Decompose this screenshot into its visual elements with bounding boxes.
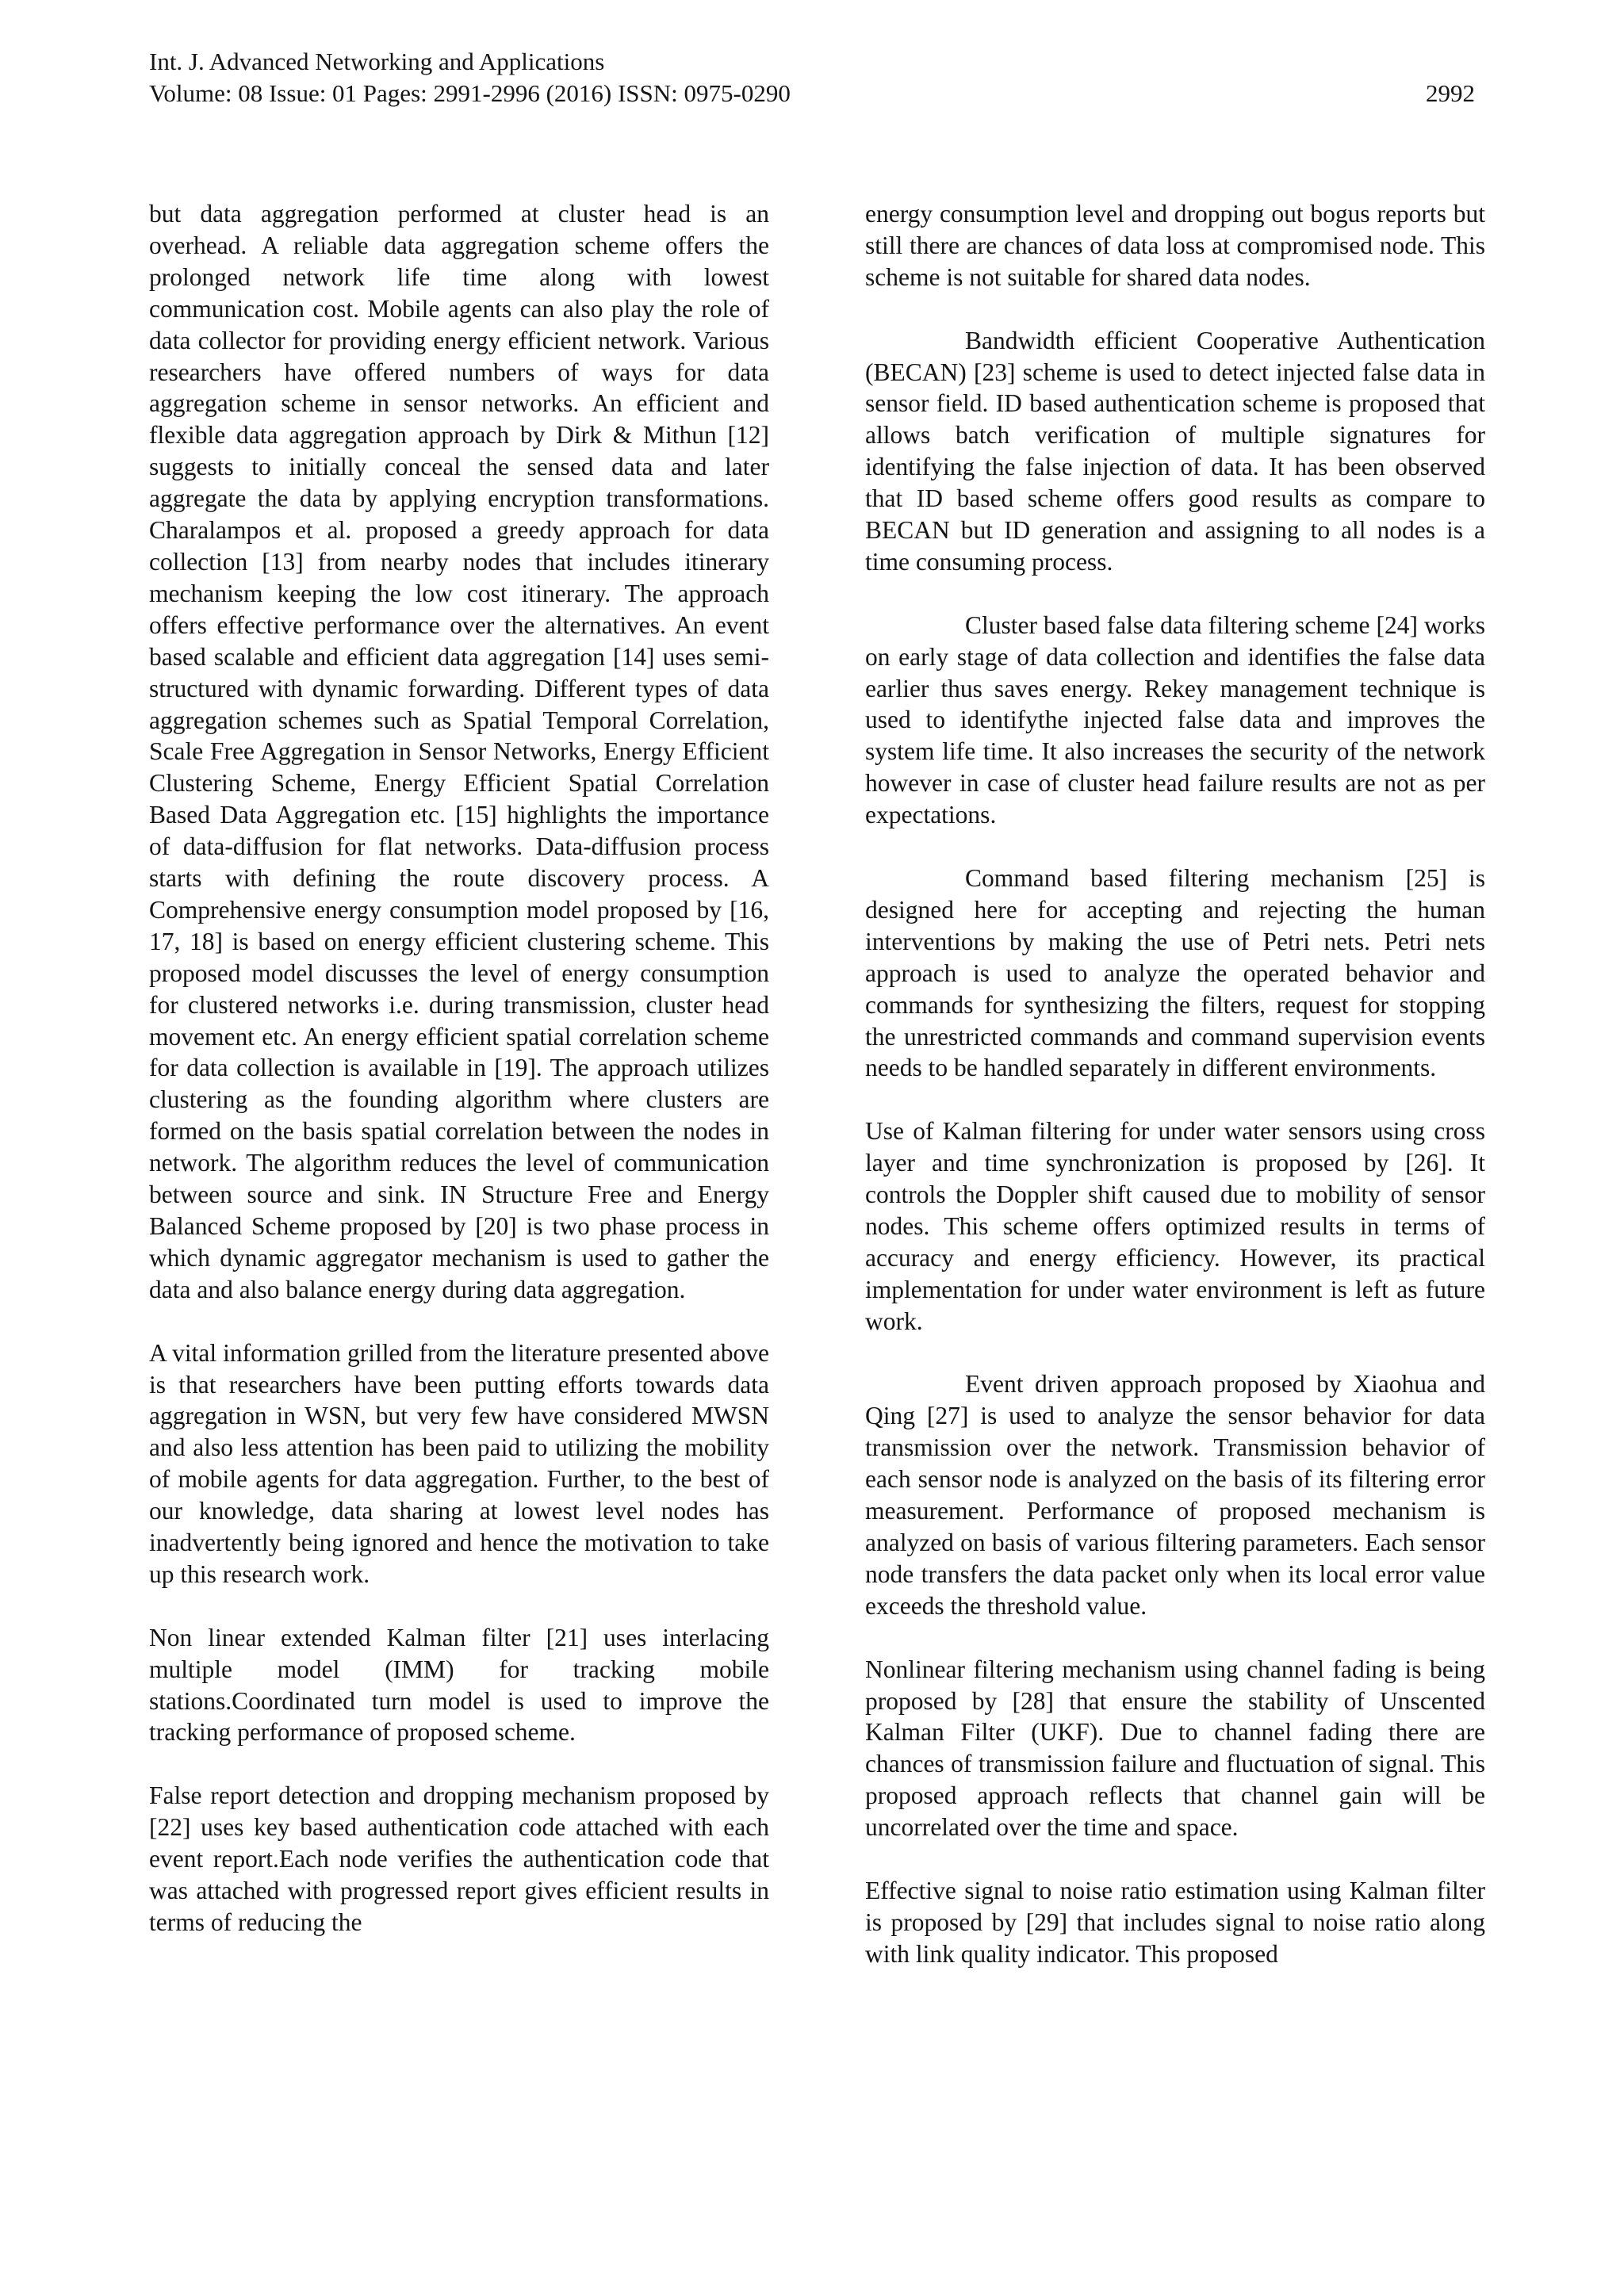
- running-header: [149, 46, 1475, 109]
- left-column: [149, 198, 769, 1970]
- paragraph: A vital information grilled from the literature presented above is that researchers have been putting efforts towards data aggregation in WSN, but very few have considered MWSN and also less attention has been paid to utilizing the mobility of mobile agents for data aggregation. Further, to the best of our knowledge, data sharing at lowest level nodes has inadvertently being ignored and hence the motivation to take up this research work.: [149, 1338, 769, 1588]
- page-number: 2992: [1426, 79, 1475, 107]
- paragraph: Use of Kalman filtering for under water sensors using cross layer and time synchronization is proposed by [26]. It controls the Doppler shift caused due to mobility of sensor nodes. This scheme offers optimized results in terms of accuracy and energy efficiency. However, its practical implementation for under water environment is left as future work.: [865, 1117, 1485, 1335]
- paragraph: energy consumption level and dropping out bogus reports but still there are chances of data loss at compromised node. This scheme is not suitable for shared data nodes.: [865, 200, 1485, 291]
- paragraph: False report detection and dropping mechanism proposed by [22] uses key based authentication code attached with each event report.Each node verifies the authentication code that was attached with progressed report gives efficient results in terms of reducing the: [149, 1781, 769, 1936]
- journal-title: Int. J. Advanced Networking and Applications: [149, 48, 605, 75]
- paragraph: but data aggregation performed at cluster head is an overhead. A reliable data aggregation scheme offers the prolonged network life time along with lowest communication cost. Mobile agents can also play the role of data collector for providing energy efficient network. Various researchers have offered numbers of ways for data aggregation scheme in sensor networks. An efficient and flexible data aggregation approach by Dirk & Mithun [12] suggests to initially conceal the sensed data and later aggregate the data by applying encryption transformations. Charalampos et al. proposed a greedy approach for data collection [13] from nearby nodes that includes itinerary mechanism keeping the low cost itinerary. The approach offers effective performance over the alternatives. An event based scalable and efficient data aggregation [14] uses semi-structured with dynamic forwarding. Different types of data aggregation schemes such as Spatial Temporal Correlation, Scale Free Aggregation in Sensor Networks, Energy Efficient Clustering Scheme, Energy Efficient Spatial Correlation Based Data Aggregation etc. [15] highlights the importance of data-diffusion for flat networks. Data-diffusion process starts with defining the route discovery process. A Comprehensive energy consumption model proposed by [16, 17, 18] is based on energy efficient clustering scheme. This proposed model discusses the level of energy consumption for clustered networks i.e. during transmission, cluster head movement etc. An energy efficient spatial correlation scheme for data collection is available in [19]. The approach utilizes clustering as the founding algorithm where clusters are formed on the basis spatial correlation between the nodes in network. The algorithm reduces the level of communication between source and sink. IN Structure Free and Energy Balanced Scheme proposed by [20] is two phase process in which dynamic aggregator mechanism is used to gather the data and also balance energy during data aggregation.: [149, 200, 769, 1303]
- paragraph: Command based filtering mechanism [25] is designed here for accepting and rejecting the human interventions by making the use of Petri nets. Petri nets approach is used to analyze the operated behavior and commands for synthesizing the filters, request for stopping the unrestricted commands and command supervision events needs to be handled separately in different environments.: [865, 863, 1485, 1082]
- paragraph: Non linear extended Kalman filter [21] uses interlacing multiple model (IMM) for tracking mobile stations.Coordinated turn model is used to improve the tracking performance of proposed scheme.: [149, 1623, 769, 1747]
- paragraph: Nonlinear filtering mechanism using channel fading is being proposed by [28] that ensure the stability of Unscented Kalman Filter (UKF). Due to channel fading there are chances of transmission failure and fluctuation of signal. This proposed approach reflects that channel gain will be uncorrelated over the time and space.: [865, 1655, 1485, 1842]
- right-column: [865, 198, 1485, 2002]
- paragraph: Effective signal to noise ratio estimation using Kalman filter is proposed by [29] that includes signal to noise ratio along with link quality indicator. This proposed: [865, 1876, 1485, 1968]
- paragraph: Event driven approach proposed by Xiaohua and Qing [27] is used to analyze the sensor behavior for data transmission over the network. Transmission behavior of each sensor node is analyzed on the basis of its filtering error measurement. Performance of proposed mechanism is analyzed on basis of various filtering parameters. Each sensor node transfers the data packet only when its local error value exceeds the threshold value.: [865, 1370, 1485, 1620]
- paragraph: Cluster based false data filtering scheme [24] works on early stage of data collection and identifies the false data earlier thus saves energy. Rekey management technique is used to identifythe injected false data and improves the system life time. It also increases the security of the network however in case of cluster head failure results are not as per expectations.: [865, 610, 1485, 829]
- paragraph: Bandwidth efficient Cooperative Authentication (BECAN) [23] scheme is used to detect injected false data in sensor field. ID based authentication scheme is proposed that allows batch verification of multiple signatures for identifying the false injection of data. It has been observed that ID based scheme offers good results as compare to BECAN but ID generation and assigning to all nodes is a time consuming process.: [865, 326, 1485, 576]
- volume-issue-line: Volume: 08 Issue: 01 Pages: 2991-2996 (2016) ISSN: 0975-0290: [149, 79, 791, 107]
